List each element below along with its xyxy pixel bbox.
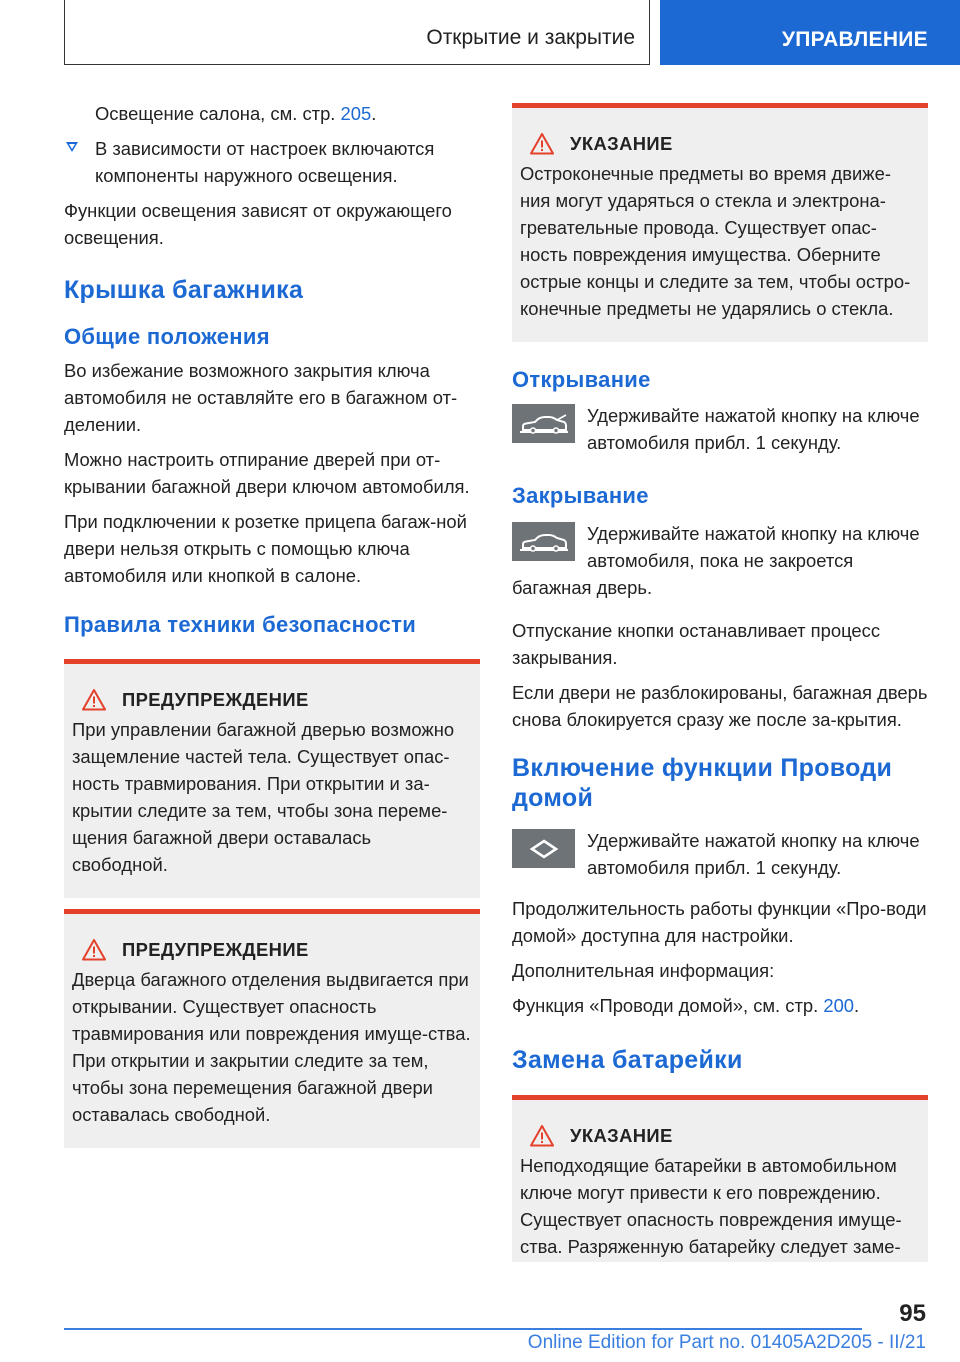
warning-text: Дверца багажного отделения выдвигается при открывании. Существует опасность травмирования или повреждения имуще‐ства. При открытии и закрытии следите за тем, чтобы зона перемещения багажной двери оставалась свободной. <box>72 969 471 1125</box>
list-item: В зависимости от настроек включаются компоненты наружного освещения. <box>64 135 480 189</box>
opening-instruction <box>512 402 928 456</box>
instruction-text: Удерживайте нажатой кнопку на ключе автомобиля, пока не закроется <box>587 523 920 571</box>
follow-me-home-key-icon <box>512 829 575 868</box>
paragraph: Отпускание кнопки останавливает процесс закрывания. <box>512 620 881 668</box>
follow-me-home-instruction <box>512 827 928 881</box>
heading-opening: Открывание <box>512 367 651 392</box>
heading-follow-me-home: Включение функции Проводи домой <box>512 754 893 812</box>
heading-safety: Правила техники безопасности <box>64 612 417 637</box>
page-link-205[interactable]: 205 <box>340 103 372 124</box>
footer-edition: Online Edition for Part no. 01405A2D205 - II/21 <box>527 1332 926 1353</box>
heading-general: Общие положения <box>64 324 270 349</box>
warning-icon <box>530 1124 554 1148</box>
note-box <box>512 103 928 342</box>
paragraph: Во избежание возможного закрытия ключа автомобиля не оставляйте его в багажном от‐делении. <box>64 360 458 435</box>
instruction-text: Удерживайте нажатой кнопку на ключе автомобиля прибл. 1 секунду. <box>587 405 920 453</box>
instruction-text-cont: багажная дверь. <box>512 577 653 598</box>
heading-closing: Закрывание <box>512 483 649 508</box>
footer-divider <box>64 1328 862 1330</box>
instruction-text: Удерживайте нажатой кнопку на ключе автомобиля прибл. 1 секунду. <box>587 830 920 878</box>
paragraph: Дополнительная информация: <box>512 960 775 981</box>
header-section-box <box>64 0 650 65</box>
warning-box <box>64 659 480 898</box>
chapter-title: УПРАВЛЕНИЕ <box>781 28 928 51</box>
warning-title: ПРЕДУПРЕЖДЕНИЕ <box>122 939 309 960</box>
interior-light-ref: Освещение салона, см. стр. 205. <box>95 103 377 124</box>
paragraph: Если двери не разблокированы, багажная дверь снова блокируется сразу же после за‐крытия. <box>512 682 928 730</box>
paragraph: При подключении к розетке прицепа багаж‐ной двери нельзя открыть с помощью ключа автомобиля или кнопкой в салоне. <box>64 511 467 586</box>
section-title: Открытие и закрытие <box>426 26 635 49</box>
follow-me-home-ref: Функция «Проводи домой», см. стр. 200. <box>512 995 860 1016</box>
note-title: УКАЗАНИЕ <box>570 1125 673 1146</box>
warning-icon <box>82 688 106 712</box>
note-text: Остроконечные предметы во время движе‐ния могут ударяться о стекла и электрона‐гревательные провода. Существует опас‐ность повреждения имущества. Оберните острые концы и следите за тем, чтобы остро‐конечные предметы не ударялись о стекла. <box>520 163 911 319</box>
paragraph: Можно настроить отпирание дверей при от‐крывании багажной двери ключом автомобиля. <box>64 449 470 497</box>
warning-text: При управлении багажной дверью возможно защемление частей тела. Существует опас‐ность травмирования. При открытии и за‐крытии следите за тем, чтобы зона переме‐щения багажной двери оставалась свободной. <box>72 719 455 875</box>
warning-icon <box>530 132 554 156</box>
closing-instruction <box>512 520 928 601</box>
left-column <box>64 100 480 1148</box>
bullet-triangle-icon <box>66 142 78 152</box>
header-chapter-box <box>660 0 960 65</box>
warning-title: ПРЕДУПРЕЖДЕНИЕ <box>122 689 309 710</box>
heading-trunk-lid: Крышка багажника <box>64 276 304 304</box>
page-link-200[interactable]: 200 <box>823 995 855 1016</box>
note-text: Неподходящие батарейки в автомобильном ключе могут привести к его повреждению. Существует опасность повреждения имуще‐ства. Разряженную батарейку следует заме‐ <box>520 1155 902 1257</box>
paragraph: Функции освещения зависят от окружающего освещения. <box>64 200 452 248</box>
warning-box <box>64 909 480 1148</box>
paragraph: Продолжительность работы функции «Про‐води домой» доступна для настройки. <box>512 898 927 946</box>
page-number: 95 <box>899 1300 926 1327</box>
right-column <box>512 103 928 1262</box>
trunk-open-key-icon <box>512 404 575 443</box>
note-title: УКАЗАНИЕ <box>570 133 673 154</box>
note-box <box>512 1095 928 1262</box>
heading-battery: Замена батарейки <box>512 1046 743 1074</box>
trunk-close-key-icon <box>512 522 575 561</box>
warning-icon <box>82 938 106 962</box>
